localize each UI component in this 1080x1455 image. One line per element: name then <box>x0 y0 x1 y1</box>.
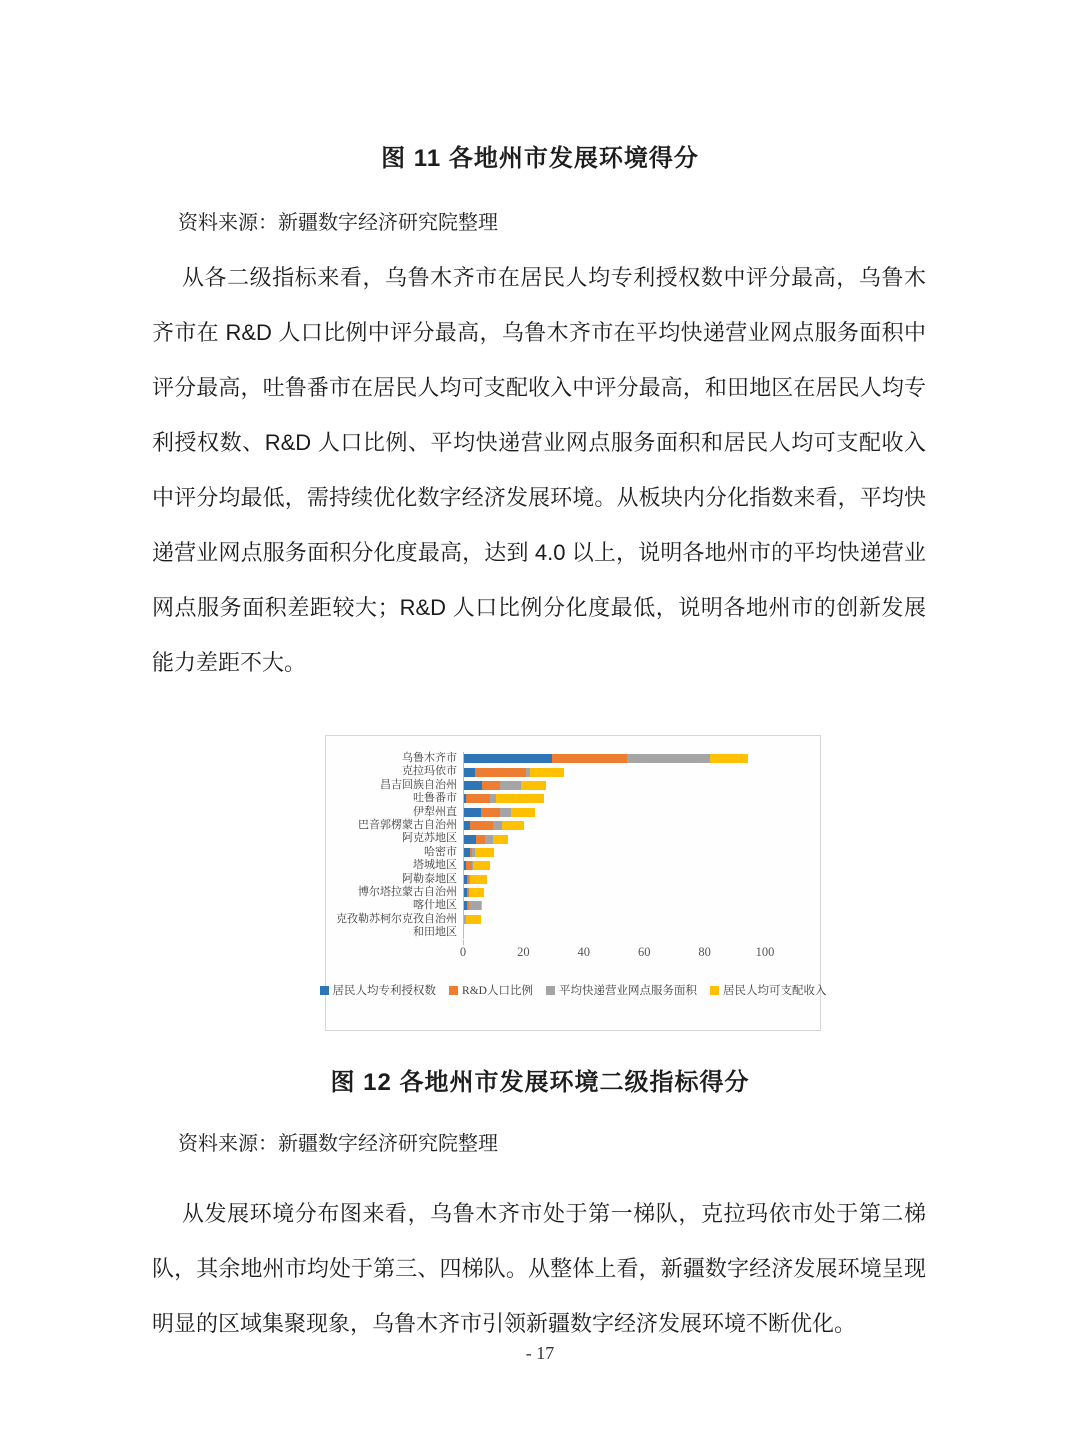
bar-area <box>463 873 820 886</box>
chart-row <box>326 832 820 845</box>
source-line-1: 资料来源：新疆数字经济研究院整理 <box>178 212 498 234</box>
category-label: 阿克苏地区 <box>402 832 457 845</box>
legend-swatch-icon <box>320 986 329 995</box>
category-label: 克拉玛依市 <box>402 765 457 778</box>
bar-segment <box>481 901 483 910</box>
bar-area <box>463 806 820 819</box>
x-tick-label: 20 <box>517 945 530 959</box>
legend-item <box>449 982 533 998</box>
stacked-bar <box>464 781 546 790</box>
bar-segment <box>464 768 475 777</box>
category-label: 哈密市 <box>424 845 457 858</box>
legend-label: R&D人口比例 <box>462 985 533 997</box>
chart-row <box>326 806 820 819</box>
x-axis <box>459 945 793 961</box>
chart-row <box>326 846 820 859</box>
paragraph-1: 从各二级指标来看，乌鲁木齐市在居民人均专利授权数中评分最高，乌鲁木齐市在 R&D 人口比例中评分最高，乌鲁木齐市在平均快递营业网点服务面积中评分最高，吐鲁番市在居民人均可支配收入中评分最高，和田地区在居民人均专利授权数、R&D 人口比例、平均快递营业网点服务面积和居民人均可支配收入中评分均最低，需持续优化数字经济发展环境。从板块内分化指数来看，平均快递营业网点服务面积分化度最高，达到 4.0 以上，说明各地州市的平均快递营业网点服务面积差距较大；R&D 人口比例分化度最低，说明各地州市的创新发展能力差距不大。 <box>152 265 926 675</box>
bar-segment <box>469 888 484 897</box>
bar-segment <box>470 875 487 884</box>
x-tick-label: 80 <box>698 945 711 959</box>
legend-swatch-icon <box>546 986 555 995</box>
stacked-bar <box>464 835 508 844</box>
bar-area <box>463 779 820 792</box>
legend-item <box>320 982 437 998</box>
category-label: 巴音郭楞蒙古自治州 <box>358 818 457 831</box>
chart-row <box>326 913 820 926</box>
page-number: - 17 <box>525 1343 555 1363</box>
chart-legend <box>326 982 827 998</box>
bar-segment <box>493 821 502 830</box>
stacked-bar <box>464 915 481 924</box>
stacked-bar <box>464 808 535 817</box>
chart-row <box>326 899 820 912</box>
stacked-bar <box>464 768 564 777</box>
bar-segment <box>469 901 481 910</box>
chart-row <box>326 886 820 899</box>
legend-item <box>546 982 697 998</box>
bar-segment <box>464 754 552 763</box>
bar-segment <box>530 768 563 777</box>
legend-label: 平均快递营业网点服务面积 <box>558 985 697 997</box>
stacked-bar <box>464 794 544 803</box>
category-label: 伊犁州直 <box>413 805 457 818</box>
stacked-bar <box>464 875 487 884</box>
bar-segment <box>473 861 490 870</box>
category-label: 博尔塔拉蒙古自治州 <box>358 885 457 898</box>
bar-segment <box>502 821 525 830</box>
figure-12-caption: 图 12 各地州市发展环境二级指标得分 <box>330 1069 750 1096</box>
bar-segment <box>511 808 535 817</box>
y-axis-line <box>463 940 464 945</box>
category-label: 喀什地区 <box>413 899 457 912</box>
category-label: 克孜勒苏柯尔克孜自治州 <box>336 912 457 925</box>
bar-segment <box>710 754 748 763</box>
stacked-bar <box>464 848 494 857</box>
bar-area <box>463 913 820 926</box>
bar-area <box>463 792 820 805</box>
chart-row <box>326 752 820 765</box>
chart-row <box>326 779 820 792</box>
bar-segment <box>466 794 490 803</box>
stacked-bar <box>464 888 484 897</box>
chart-row <box>326 859 820 872</box>
legend-swatch-icon <box>710 986 719 995</box>
x-tick-label: 100 <box>755 945 775 959</box>
bar-segment <box>464 781 482 790</box>
bar-area <box>463 832 820 845</box>
chart-row <box>326 819 820 832</box>
chart-row <box>326 873 820 886</box>
category-label: 昌吉回族自治州 <box>380 778 457 791</box>
stacked-bar <box>464 861 490 870</box>
bar-segment <box>470 821 493 830</box>
bar-area <box>463 846 820 859</box>
source-line-2: 资料来源：新疆数字经济研究院整理 <box>178 1133 498 1155</box>
bar-segment <box>627 754 710 763</box>
legend-swatch-icon <box>449 986 458 995</box>
bar-area <box>463 899 820 912</box>
stacked-bar <box>464 754 748 763</box>
figure-11-caption: 图 11 各地州市发展环境得分 <box>381 145 699 172</box>
paragraph-2: 从发展环境分布图来看，乌鲁木齐市处于第一梯队，克拉玛依市处于第二梯队，其余地州市均处于第三、四梯队。从整体上看，新疆数字经济发展环境呈现明显的区域集聚现象，乌鲁木齐市引领新疆数字经济发展环境不断优化。 <box>152 1201 926 1336</box>
stacked-bar <box>464 901 482 910</box>
x-tick-label: 40 <box>577 945 591 959</box>
legend-label: 居民人均可支配收入 <box>722 985 827 997</box>
chart-plot-area <box>326 752 820 939</box>
bar-segment <box>496 794 544 803</box>
chart-row <box>326 926 820 939</box>
figure-12-chart <box>325 735 827 1031</box>
chart-row <box>326 765 820 778</box>
bar-segment <box>500 781 521 790</box>
category-label: 塔城地区 <box>413 859 457 872</box>
bar-segment <box>466 915 481 924</box>
x-tick-label: 0 <box>459 945 467 959</box>
bar-segment <box>464 808 481 817</box>
category-label: 阿勒泰地区 <box>402 872 457 885</box>
stacked-bar <box>464 821 524 830</box>
category-label: 吐鲁番市 <box>413 792 457 805</box>
x-tick-label: 60 <box>637 945 651 959</box>
legend-label: 居民人均专利授权数 <box>332 985 437 997</box>
bar-segment <box>500 808 511 817</box>
category-label: 和田地区 <box>413 926 457 939</box>
bar-area <box>463 859 820 872</box>
bar-area <box>463 765 820 778</box>
chart-row <box>326 792 820 805</box>
bar-area <box>463 886 820 899</box>
bar-segment <box>493 835 508 844</box>
category-label: 乌鲁木齐市 <box>402 752 457 764</box>
bar-segment <box>475 768 526 777</box>
bar-area <box>463 819 820 832</box>
bar-segment <box>552 754 628 763</box>
bar-segment <box>521 781 545 790</box>
bar-segment <box>485 835 493 844</box>
bar-segment <box>464 835 476 844</box>
bar-area <box>463 926 820 939</box>
bar-segment <box>482 781 500 790</box>
bar-segment <box>476 835 485 844</box>
bar-area <box>463 752 820 765</box>
bar-segment <box>481 808 501 817</box>
legend-item <box>710 982 827 998</box>
bar-segment <box>475 848 495 857</box>
